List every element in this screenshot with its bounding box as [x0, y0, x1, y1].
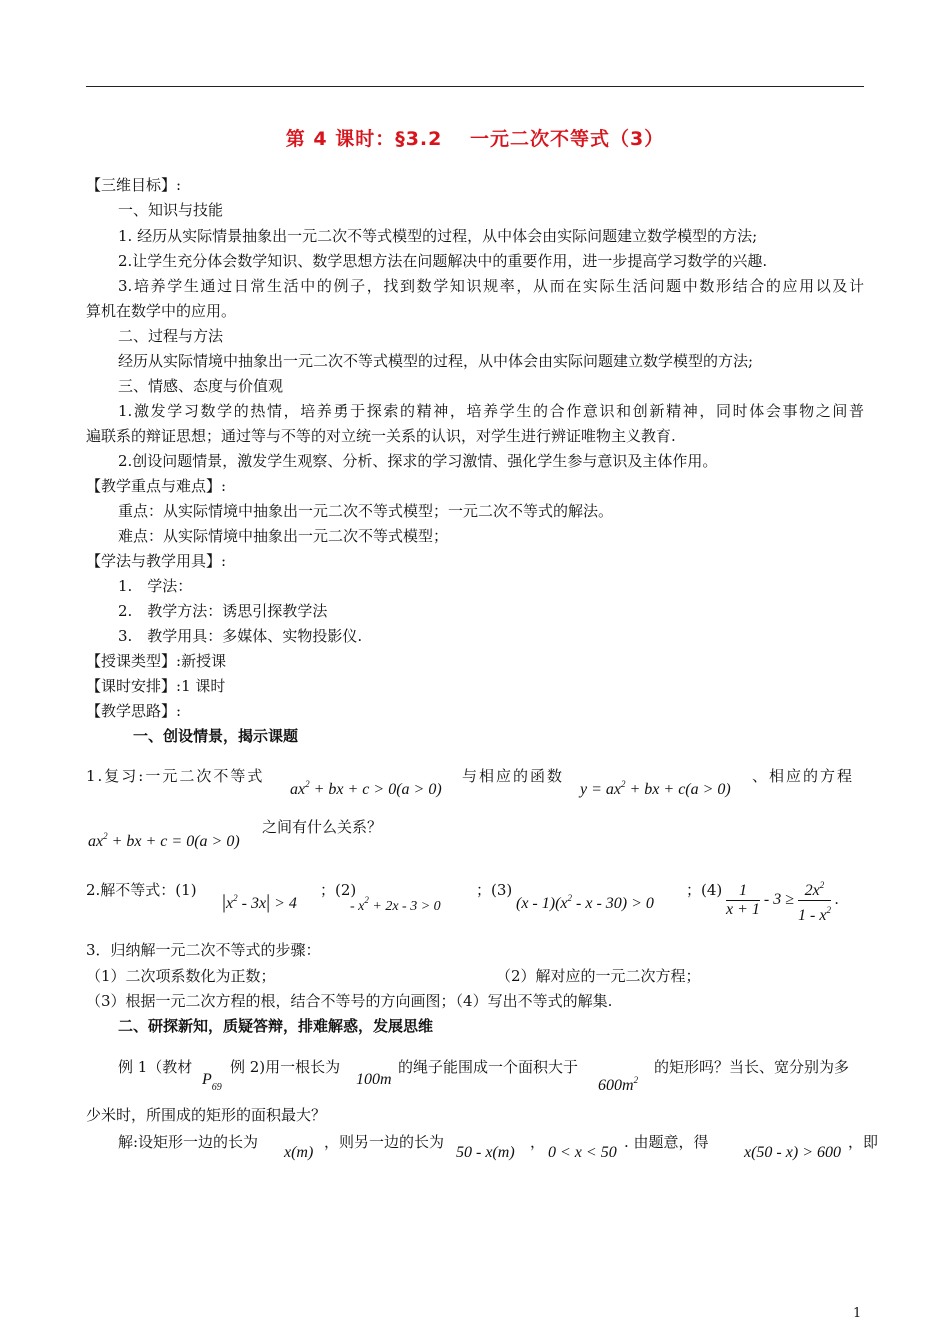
lesson-type: 【授课类型】:新授课: [86, 652, 227, 670]
review-question-line1: 1.复习:一元二次不等式: [86, 767, 265, 785]
steps-heading: 3．归纳解一元二次不等式的步骤：: [86, 941, 321, 959]
step-2: （2）解对应的一元二次方程；: [496, 967, 701, 985]
goals-emotion-2: 2.创设问题情景，激发学生观察、分析、探求的学习激情、强化学生参与意识及主体作用。: [118, 452, 718, 470]
focus-heading: 【教学重点与难点】:: [86, 477, 227, 495]
textbook-page: $P_{69}$: [202, 1071, 222, 1093]
step-3-4: （3）根据一元二次方程的根，结合不等号的方向画图；（4）写出不等式的解集.: [86, 992, 613, 1010]
goals-knowledge-heading: 一、知识与技能: [118, 201, 224, 219]
tools-item-1: 1. 学法：: [118, 577, 193, 595]
example-text-a: 例 2)用一根长为: [230, 1058, 341, 1076]
tools-item-2: 2. 教学方法：诱思引探教学法: [118, 602, 328, 620]
goals-emotion-heading: 三、情感、态度与价值观: [118, 377, 284, 395]
solution-c: ，: [530, 1133, 546, 1151]
inequality-2: - $x^2 + 2x - 3 > 0$: [350, 895, 441, 914]
formula-inequality: $ax^2$ + bx + c > 0(a > 0): [290, 779, 442, 798]
review-question-post: 、相应的方程: [752, 767, 855, 785]
goals-knowledge-2: 2.让学生充分体会数学知识、数学思想方法在问题解决中的重要作用，进一步提高学习数学的兴趣.: [118, 252, 768, 270]
solution-e: ，即: [848, 1133, 879, 1151]
example-text-c: 的矩形吗？当长、宽分别为多: [654, 1058, 850, 1076]
area-threshold: $600m^2$: [598, 1075, 639, 1094]
page-title: 第 4 课时：§3.2 一元二次不等式（3）: [285, 128, 665, 150]
example-line-2: 少米时，所围成的矩形的面积最大？: [86, 1106, 327, 1124]
solve-label-4: ；(4): [686, 881, 723, 899]
focus-key: 重点：从实际情境中抽象出一元二次不等式模型；一元二次不等式的解法。: [118, 502, 614, 520]
review-question-mid: 与相应的函数: [462, 767, 565, 785]
lesson-schedule: 【课时安排】:1 课时: [86, 677, 226, 695]
area-inequality: x(50 - x) > 600: [744, 1144, 841, 1161]
thinking-heading: 【教学思路】:: [86, 702, 182, 720]
solve-label-3: ；(3): [476, 881, 513, 899]
goals-heading: 【三维目标】:: [86, 176, 182, 194]
tools-item-3: 3. 教学用具：多媒体、实物投影仪.: [118, 627, 363, 645]
goals-knowledge-3a: 3.培养学生通过日常生活中的例子，找到数学知识规率，从而在实际生活问题中数形结合的应用以及计: [118, 277, 864, 295]
solve-label-2: ；(2): [320, 881, 357, 899]
solution-d: . 由题意，得: [624, 1133, 709, 1151]
step-1: （1）二次项系数化为正数；: [86, 967, 276, 985]
goals-process-heading: 二、过程与方法: [118, 327, 224, 345]
rope-length: 100m: [356, 1071, 392, 1088]
inequality-4: $\frac{1}{x + 1}$ - 3 ≥ $\frac{2x^2}{1 - x^2}$ .: [726, 876, 839, 925]
goals-process-text: 经历从实际情境中抽象出一元二次不等式模型的过程，从中体会由实际问题建立数学模型的方法;: [118, 352, 754, 370]
inequality-1: $|x^2 - 3x| > 4$: [222, 891, 297, 913]
example-text-b: 的绳子能围成一个面积大于: [398, 1058, 579, 1076]
solution-a: 解:设矩形一边的长为: [118, 1133, 259, 1151]
goals-knowledge-3b: 算机在数学中的应用。: [86, 302, 237, 320]
example-prefix: 例 1（教材: [118, 1058, 193, 1076]
other-side: 50 - x(m): [456, 1144, 515, 1161]
formula-equation: $ax^2$ + bx + c = 0(a > 0): [88, 831, 240, 850]
side-length: x(m): [284, 1144, 314, 1161]
tools-heading: 【学法与教学用具】:: [86, 552, 227, 570]
section-1-heading: 一、创设情景，揭示课题: [133, 727, 299, 745]
review-question-end: 之间有什么关系？: [262, 818, 383, 836]
domain-range: 0 < x < 50: [548, 1144, 617, 1161]
goals-knowledge-1: 1. 经历从实际情景抽象出一元二次不等式模型的过程，从中体会由实际问题建立数学模型的方法;: [118, 227, 758, 245]
section-2-heading: 二、研探新知，质疑答辩，排难解惑，发展思维: [118, 1017, 434, 1035]
header-rule: [86, 86, 864, 87]
goals-emotion-1a: 1.激发学习数学的热情，培养勇于探索的精神，培养学生的合作意识和创新精神，同时体会事物之间普: [118, 402, 864, 420]
inequality-3: $(x - 1)(x^2 - x - 30) > 0$: [516, 893, 654, 912]
focus-difficult: 难点：从实际情境中抽象出一元二次不等式模型；: [118, 527, 449, 545]
page-number: 1: [853, 1306, 862, 1321]
goals-emotion-1b: 遍联系的辩证思想；通过等与不等的对立统一关系的认识，对学生进行辨证唯物主义教育.: [86, 427, 676, 445]
solve-label: 2.解不等式：(1): [86, 881, 197, 899]
solution-b: ，则另一边的长为: [324, 1133, 445, 1151]
formula-function: $y = ax^2$ + bx + c(a > 0): [580, 779, 731, 798]
